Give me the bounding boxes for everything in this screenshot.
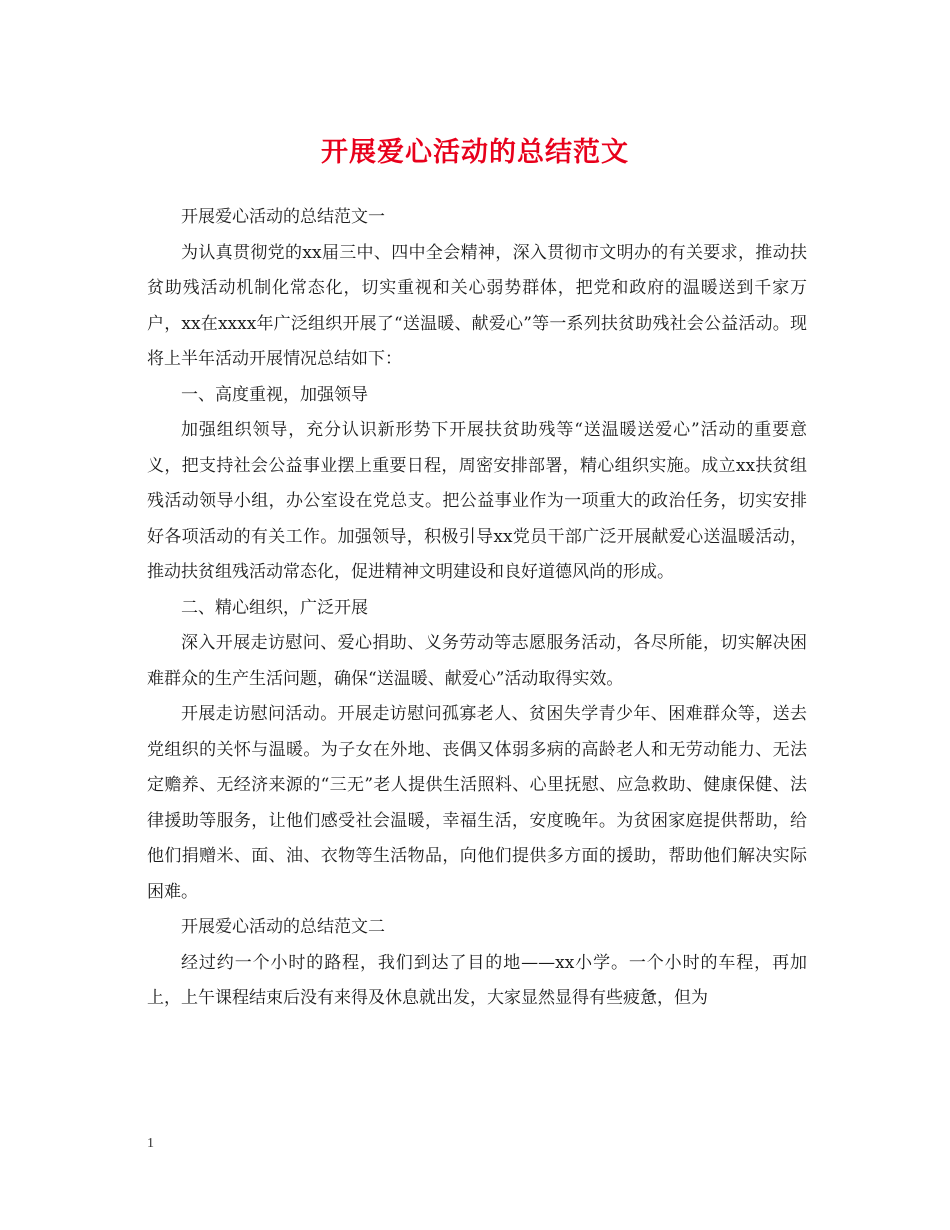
- paragraph-section-two-heading: 开展爱心活动的总结范文二: [181, 917, 385, 937]
- paragraph-school-trip: 经过约一个小时的路程，我们到达了目的地——xx小学。一个小时的车程，再加上，上午课程结束后没有来得及休息就出发，大家显然显得有些疲惫，但为: [147, 952, 807, 1008]
- document-title: 开展爱心活动的总结范文: [321, 137, 629, 168]
- paragraph-heading-one: 一、高度重视，加强领导: [181, 384, 368, 405]
- paragraph-intro: 为认真贯彻党的xx届三中、四中全会精神，深入贯彻市文明办的有关要求，推动扶贫助残活动机制化常态化，切实重视和关心弱势群体，把党和政府的温暖送到千家万户，xx在xxxx年广泛组织开展了“送温暖、献爱心”等一系列扶贫助残社会公益活动。现将上半年活动开展情况总结如下：: [147, 242, 807, 369]
- paragraph-section-one-heading: 开展爱心活动的总结范文一: [181, 207, 385, 227]
- page-number: 1: [147, 1136, 154, 1151]
- paragraph-leadership: 加强组织领导，充分认识新形势下开展扶贫助残等“送温暖送爱心”活动的重要意义，把支持社会公益事业摆上重要日程，周密安排部署，精心组织实施。成立xx扶贫组残活动领导小组，办公室设在党总支。把公益事业作为一项重大的政治任务，切实安排好各项活动的有关工作。加强领导，积极引导xx党员干部广泛开展献爱心送温暖活动，推动扶贫组残活动常态化，促进精神文明建设和良好道德风尚的形成。: [147, 420, 807, 582]
- paragraph-visiting-activities: 开展走访慰问活动。开展走访慰问孤寡老人、贫困失学青少年、困难群众等，送去党组织的关怀与温暖。为子女在外地、丧偶又体弱多病的高龄老人和无劳动能力、无法定赡养、无经济来源的“三无”老人提供生活照料、心里抚慰、应急救助、健康保健、法律援助等服务，让他们感受社会温暖，幸福生活，安度晚年。为贫困家庭提供帮助，给他们捐赠米、面、油、衣物等生活物品，向他们提供多方面的援助，帮助他们解决实际困难。: [147, 704, 807, 902]
- document-body: [147, 200, 807, 1017]
- paragraph-heading-two: 二、精心组织，广泛开展: [181, 597, 368, 618]
- paragraph-volunteer-activities: 深入开展走访慰问、爱心捐助、义务劳动等志愿服务活动，各尽所能，切实解决困难群众的生产生活问题，确保“送温暖、献爱心”活动取得实效。: [147, 633, 807, 689]
